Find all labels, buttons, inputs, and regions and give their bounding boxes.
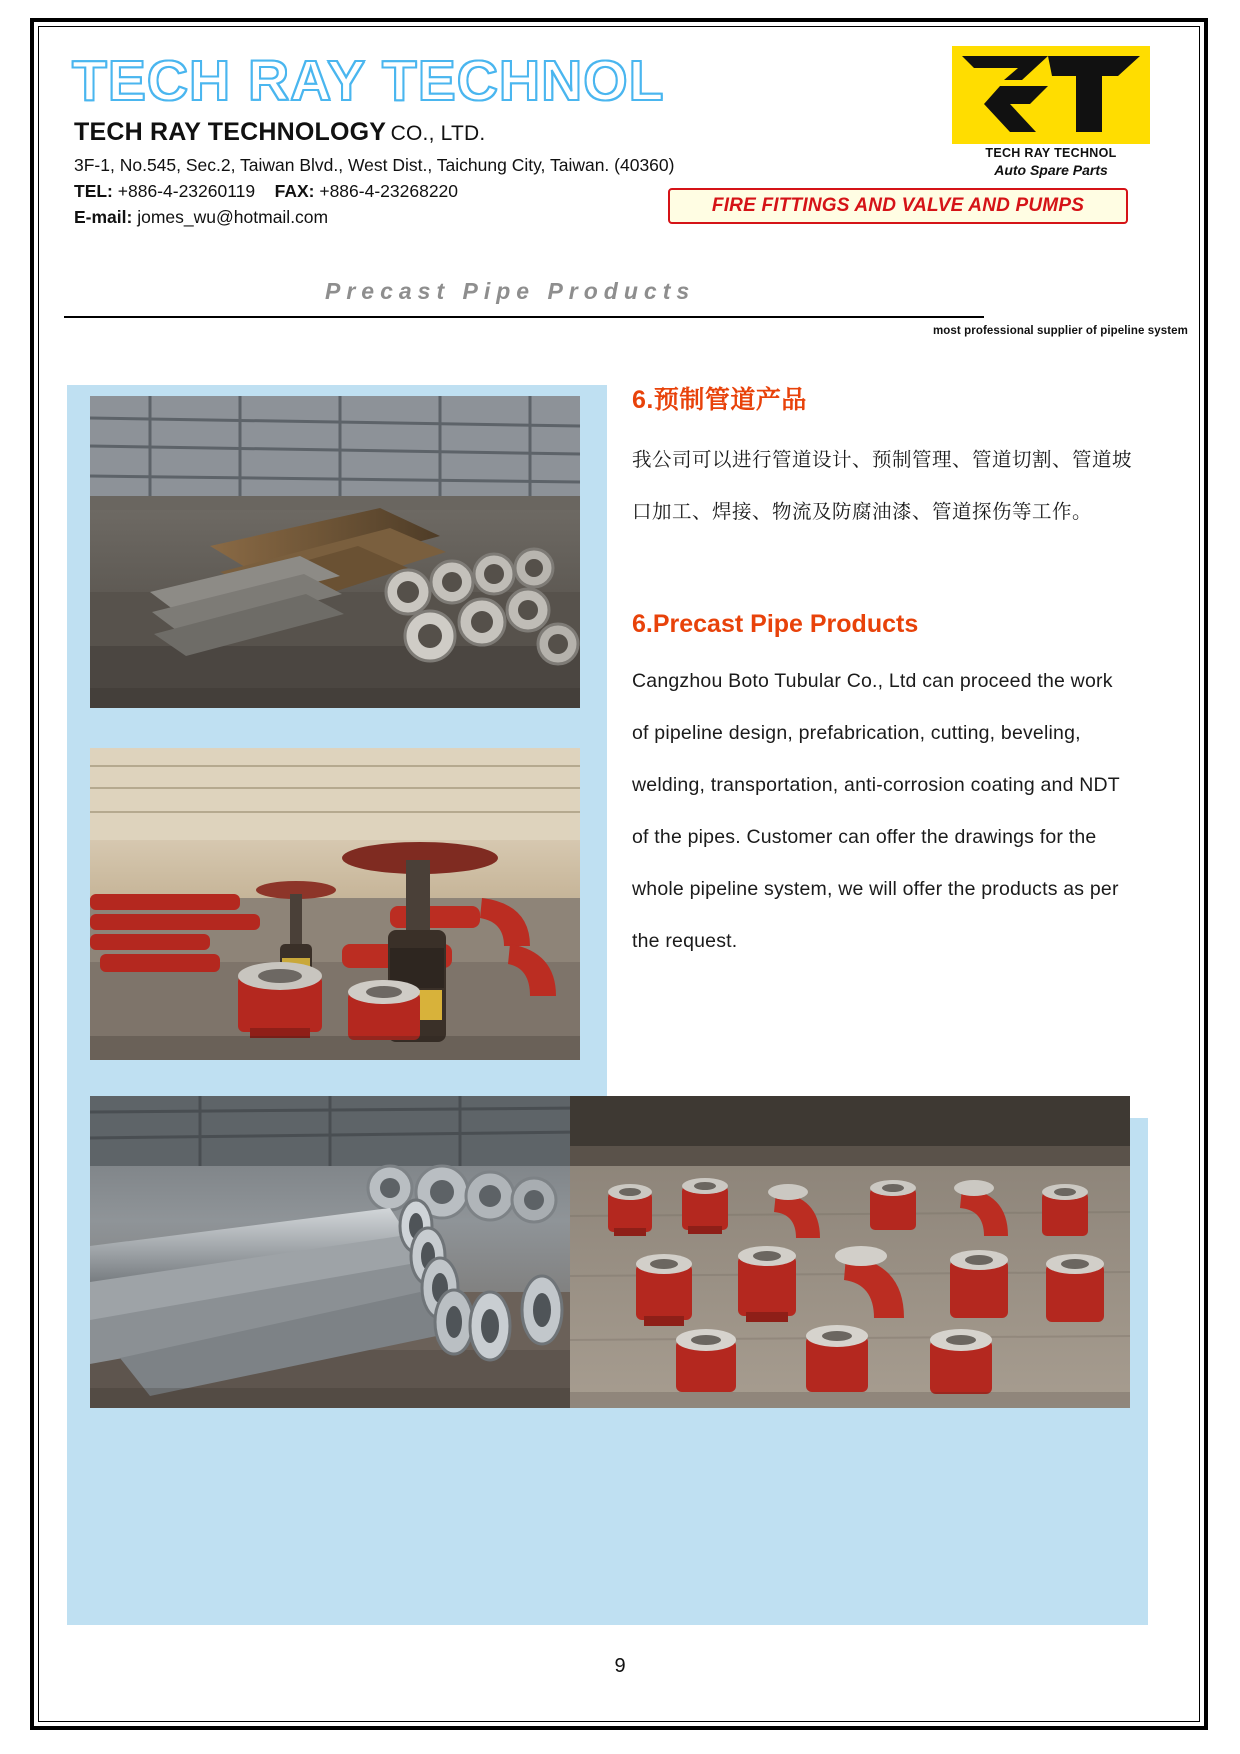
paragraph-chinese: 我公司可以进行管道设计、预制管理、管道切割、管道坡口加工、焊接、物流及防腐油漆、管道探伤等工作。: [632, 449, 1133, 523]
brand-wordmark: TECH RAY TECHNOL: [72, 49, 665, 113]
logo-caption-secondary: Auto Spare Parts: [994, 162, 1108, 178]
banner-text: FIRE FITTINGS AND VALVE AND PUMPS: [711, 195, 1085, 216]
company-contact-block: [74, 152, 674, 230]
company-name-line: [74, 118, 485, 147]
company-logo: [952, 40, 1162, 185]
paragraph-english: Cangzhou Boto Tubular Co., Ltd can proceed the work of pipeline design, prefabrication, cutting, beveling, welding, transportation, anti-corrosion coating and NDT of the pipes. Customer can offer the drawings for the whole pipeline system, we will offer the products as per the request.: [632, 670, 1120, 952]
photo-red-tee-fittings: [570, 1096, 1130, 1408]
page-number: 9: [614, 1655, 626, 1677]
tel-label: TEL:: [74, 181, 113, 201]
logo-7rt-icon: [952, 46, 1150, 144]
photo-red-fittings-yard-image: [90, 748, 580, 1060]
content-text-column: [632, 380, 1132, 967]
company-name-suffix: CO., LTD.: [390, 122, 486, 145]
photo-galvanized-flanged-pipes-image: [90, 1096, 580, 1408]
photo-steel-pipes-warehouse: [90, 396, 580, 708]
photo-red-tee-fittings-image: [570, 1096, 1130, 1408]
fax-value: +886-4-23268220: [319, 181, 459, 201]
company-name: TECH RAY TECHNOLOGY: [74, 118, 387, 146]
page-title: Precast Pipe Products: [325, 278, 696, 304]
photo-galvanized-flanged-pipes: [90, 1096, 580, 1408]
email-label: E-mail:: [74, 207, 133, 227]
company-phone-line: [74, 178, 674, 204]
fax-label: FAX:: [274, 181, 315, 201]
tel-value: +886-4-23260119: [117, 181, 256, 201]
logo-caption-primary: TECH RAY TECHNOL: [985, 146, 1117, 160]
company-email-line: [74, 204, 674, 230]
photo-red-fittings-yard: [90, 748, 580, 1060]
heading-english: 6.Precast Pipe Products: [632, 610, 919, 638]
header-tagline: most professional supplier of pipeline system: [932, 325, 1188, 337]
heading-chinese: 6.预制管道产品: [632, 386, 807, 414]
email-value: jomes_wu@hotmail.com: [137, 207, 329, 227]
photo-steel-pipes-warehouse-image: [90, 396, 580, 708]
fire-fittings-banner: [668, 188, 1128, 224]
title-divider: [64, 316, 984, 318]
company-address: 3F-1, No.545, Sec.2, Taiwan Blvd., West Dist., Taichung City, Taiwan. (40360): [74, 155, 675, 175]
